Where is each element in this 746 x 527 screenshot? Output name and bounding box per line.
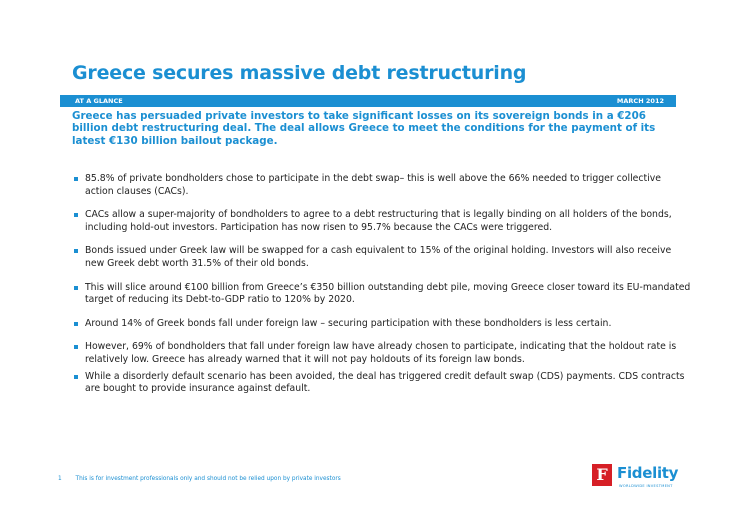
list-item	[72, 245, 692, 270]
bullet-icon	[74, 213, 78, 217]
list-item	[72, 341, 692, 366]
bullet-icon	[74, 375, 78, 379]
banner-label: AT A GLANCE	[75, 97, 123, 105]
logo-wordmark: Fidelity	[617, 464, 679, 482]
bullet-icon	[74, 286, 78, 290]
disclaimer-text: This is for investment professionals only and should not be relied upon by private investors	[75, 476, 341, 482]
bullet-text: Bonds issued under Greek law will be swapped for a cash equivalent to 15% of the original holding. Investors will also receive new Greek debt worth 31.5% of their old bonds.	[85, 245, 672, 269]
bullet-icon	[74, 322, 78, 326]
page-number: 1	[58, 476, 62, 482]
bullet-list	[72, 173, 692, 407]
list-item	[72, 209, 692, 234]
logo-mark-icon: F	[592, 464, 612, 486]
logo-tagline: WORLDWIDE INVESTMENT	[619, 484, 673, 488]
list-item	[72, 282, 692, 307]
fidelity-logo	[592, 463, 682, 491]
bullet-text: CACs allow a super-majority of bondholders to agree to a debt restructuring that is legally binding on all holders of the bonds, including hold-out investors. Participation has now risen to 95.7% because the CACs were triggered.	[85, 209, 672, 233]
bullet-text: 85.8% of private bondholders chose to participate in the debt swap– this is well above the 66% needed to trigger collective action clauses (CACs).	[85, 173, 661, 197]
list-item	[72, 318, 692, 331]
section-banner	[60, 95, 676, 107]
bullet-icon	[74, 177, 78, 181]
bullet-text: While a disorderly default scenario has been avoided, the deal has triggered credit default swap (CDS) payments. CDS contracts are bought to provide insurance against default.	[85, 370, 685, 395]
bullet-text: However, 69% of bondholders that fall under foreign law have already chosen to participate, indicating that the holdout rate is relatively low. Greece has already warned that it will not pay holdouts of its foreign law bonds.	[85, 341, 677, 365]
list-item	[72, 371, 692, 396]
banner-date: MARCH 2012	[616, 97, 664, 105]
intro-paragraph: Greece has persuaded private investors to take significant losses on its sovereign bonds in a €206 billion debt restructuring deal. The deal allows Greece to meet the conditions for the payment of its latest €130 billion bailout package.	[72, 110, 656, 147]
bullet-text: This will slice around €100 billion from Greece’s €350 billion outstanding debt pile, moving Greece closer toward its EU-mandated target of reducing its Debt-to-GDP ratio to 120% by 2020.	[85, 281, 691, 306]
page-title: Greece secures massive debt restructuring	[72, 62, 527, 84]
list-item	[72, 173, 692, 198]
footer	[58, 476, 341, 482]
bullet-text: Around 14% of Greek bonds fall under foreign law – securing participation with these bondholders is less certain.	[85, 317, 612, 329]
bullet-icon	[74, 249, 78, 253]
bullet-icon	[74, 345, 78, 349]
